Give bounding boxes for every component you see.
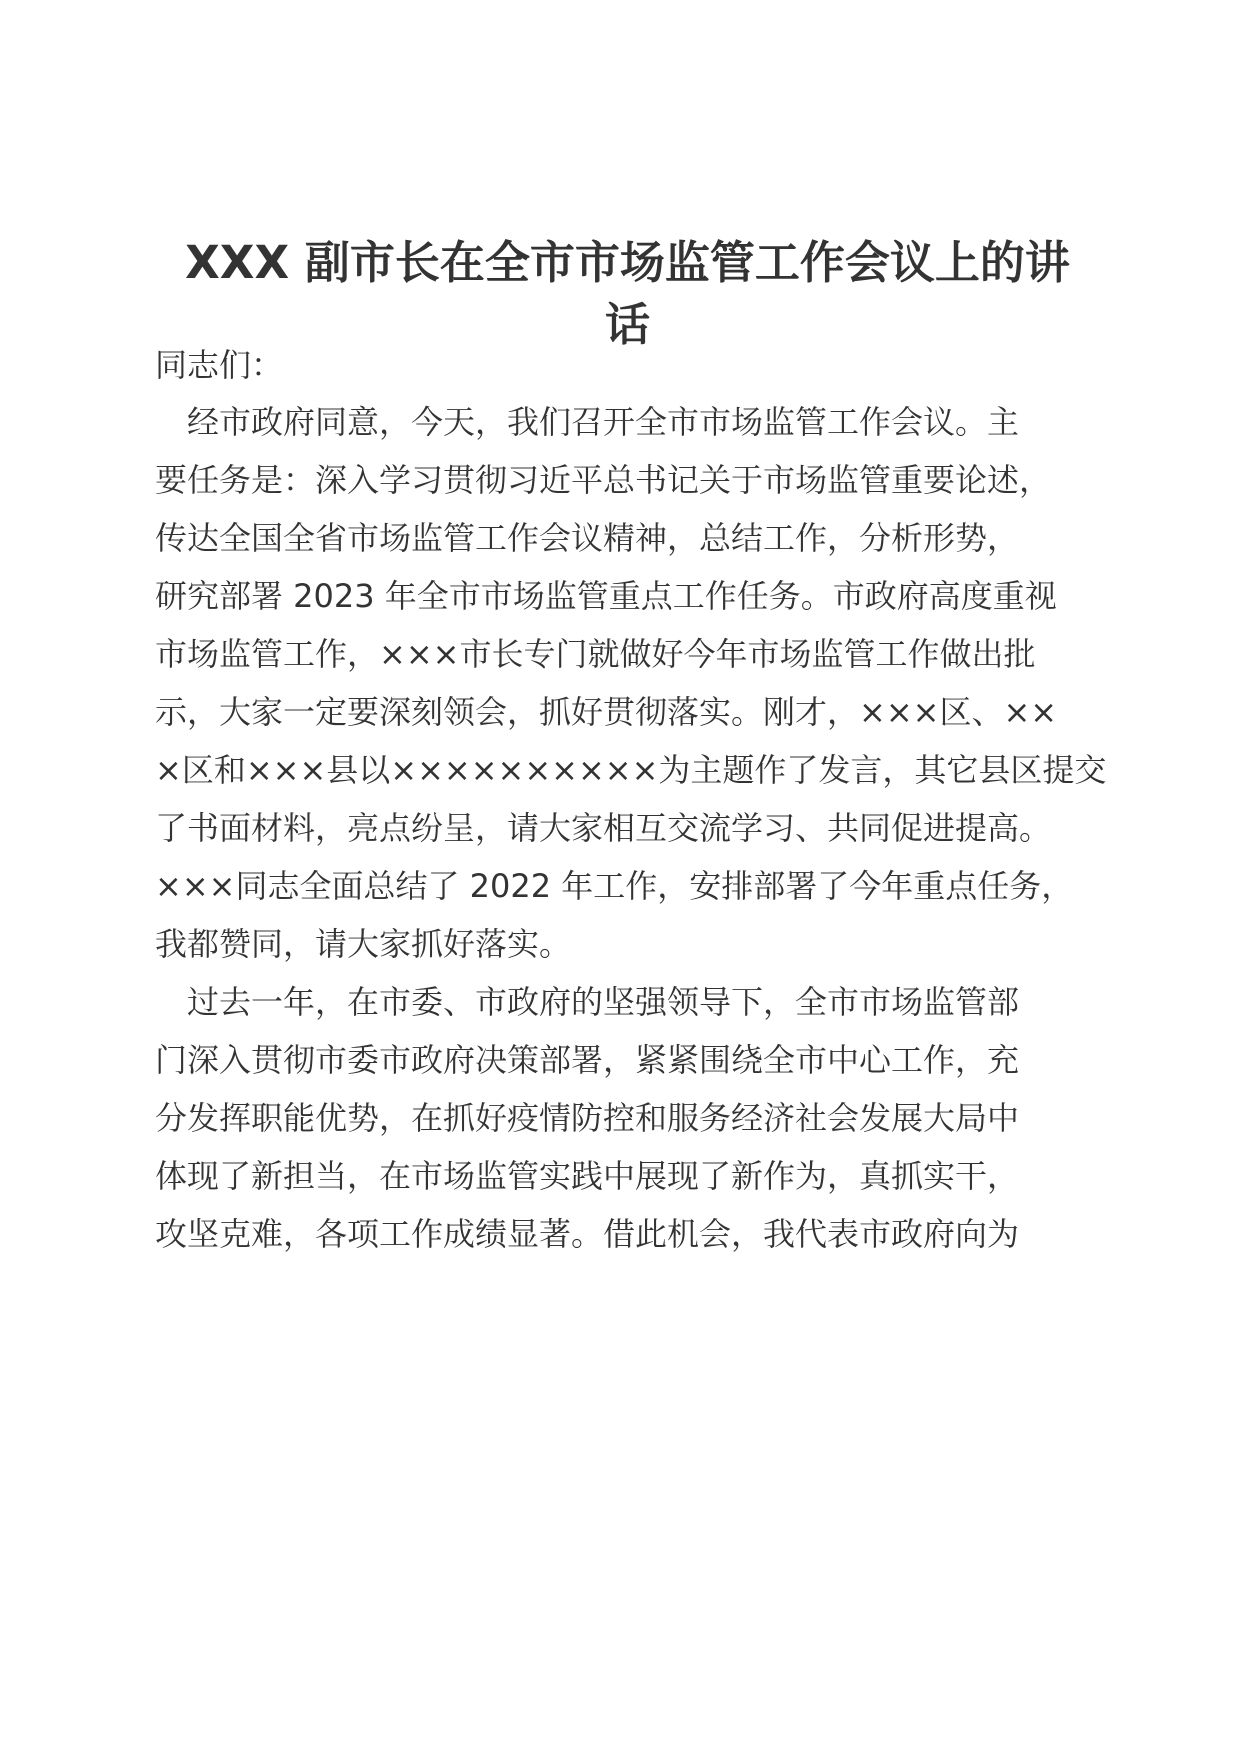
body-line: 经市政府同意，今天，我们召开全市市场监管工作会议。主 <box>155 403 1020 441</box>
body-line: 分发挥职能优势，在抓好疫情防控和服务经济社会发展大局中 <box>155 1099 1020 1137</box>
body-line: 了书面材料，亮点纷呈，请大家相互交流学习、共同促进提高。 <box>155 809 1052 847</box>
body-line: 示，大家一定要深刻领会，抓好贯彻落实。刚才，×××区、×× <box>155 693 1058 731</box>
body-line: 传达全国全省市场监管工作会议精神，总结工作，分析形势， <box>155 519 1020 557</box>
body-line: 攻坚克难，各项工作成绩显著。借此机会，我代表市政府向为 <box>155 1215 1020 1253</box>
salutation: 同志们： <box>155 346 284 384</box>
body-line: 市场监管工作，×××市长专门就做好今年市场监管工作做出批 <box>155 635 1036 673</box>
title-line-2: 话 <box>604 298 650 351</box>
body-line: 研究部署 2023 年全市市场监管重点工作任务。市政府高度重视 <box>155 577 1057 615</box>
body-line: 体现了新担当，在市场监管实践中展现了新作为，真抓实干， <box>155 1157 1020 1195</box>
body-line: 我都赞同，请大家抓好落实。 <box>155 925 572 963</box>
document-title <box>160 232 1095 356</box>
body-line: 门深入贯彻市委市政府决策部署，紧紧围绕全市中心工作，充 <box>155 1041 1020 1079</box>
body-line: ×区和×××县以××××××××××为主题作了发言，其它县区提交 <box>155 751 1107 789</box>
body-line: ×××同志全面总结了 2022 年工作，安排部署了今年重点任务， <box>155 867 1074 905</box>
title-line-1: XXX 副市长在全市市场监管工作会议上的讲 <box>185 236 1070 289</box>
body-line: 要任务是：深入学习贯彻习近平总书记关于市场监管重要论述， <box>155 461 1052 499</box>
body-line: 过去一年，在市委、市政府的坚强领导下，全市市场监管部 <box>155 983 1020 1021</box>
